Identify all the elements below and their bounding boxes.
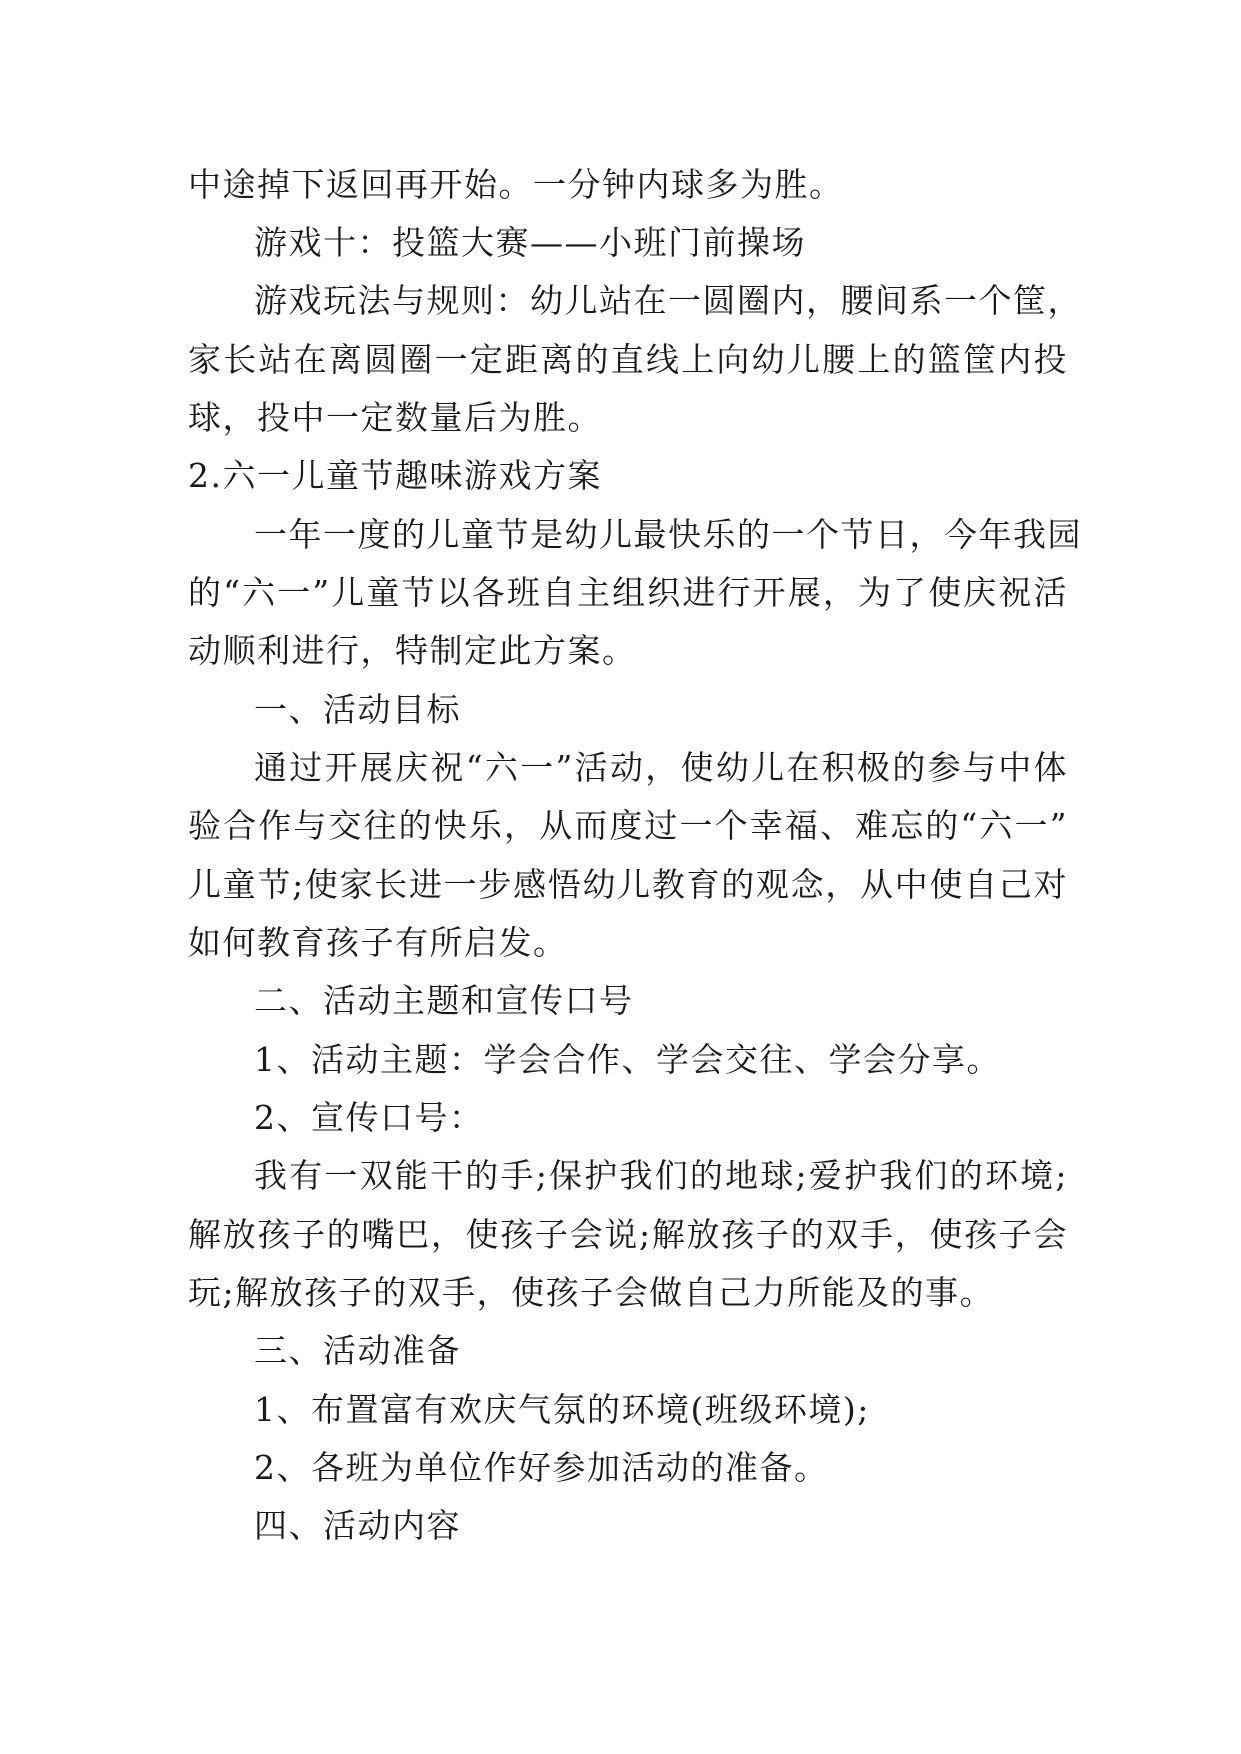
text-line: 1、布置富有欢庆气氛的环境(班级环境);: [254, 1390, 870, 1429]
game-ten-heading: 游戏十：投篮大赛——小班门前操场: [254, 223, 806, 262]
text-line: 验合作与交往的快乐，从而度过一个幸福、难忘的“六一”: [188, 806, 1068, 845]
text-line: 一年一度的儿童节是幼儿最快乐的一个节日，今年我园: [254, 515, 1082, 554]
subsection-heading: 四、活动内容: [254, 1506, 461, 1545]
text-line: 游戏玩法与规则：幼儿站在一圆圈内，腰间系一个筐，: [254, 281, 1082, 320]
text-line: 球，投中一定数量后为胜。: [188, 398, 602, 437]
subsection-heading: 三、活动准备: [254, 1331, 461, 1370]
text-line: 家长站在离圆圈一定距离的直线上向幼儿腰上的篮筐内投: [188, 340, 1068, 379]
text-line: 通过开展庆祝“六一”活动，使幼儿在积极的参与中体: [254, 748, 1068, 787]
text-line: 儿童节;使家长进一步感悟幼儿教育的观念，从中使自己对: [188, 865, 1068, 904]
text-line: 如何教育孩子有所启发。: [188, 923, 568, 962]
text-line: 动顺利进行，特制定此方案。: [188, 631, 637, 670]
text-line: 玩;解放孩子的双手，使孩子会做自己力所能及的事。: [188, 1273, 995, 1312]
text-line: 中途掉下返回再开始。一分钟内球多为胜。: [188, 165, 844, 204]
text-line: 我有一双能干的手;保护我们的地球;爱护我们的环境;: [254, 1156, 1068, 1195]
text-line: 解放孩子的嘴巴，使孩子会说;解放孩子的双手，使孩子会: [188, 1215, 1068, 1254]
text-line: 2、各班为单位作好参加活动的准备。: [254, 1448, 829, 1487]
subsection-heading: 二、活动主题和宣传口号: [254, 981, 634, 1020]
text-line: 的“六一”儿童节以各班自主组织进行开展，为了使庆祝活: [188, 573, 1068, 612]
text-line: 1、活动主题：学会合作、学会交往、学会分享。: [254, 1040, 1001, 1079]
subsection-heading: 一、活动目标: [254, 690, 461, 729]
section-heading: 2.六一儿童节趣味游戏方案: [188, 456, 602, 495]
text-line: 2、宣传口号：: [254, 1098, 484, 1137]
